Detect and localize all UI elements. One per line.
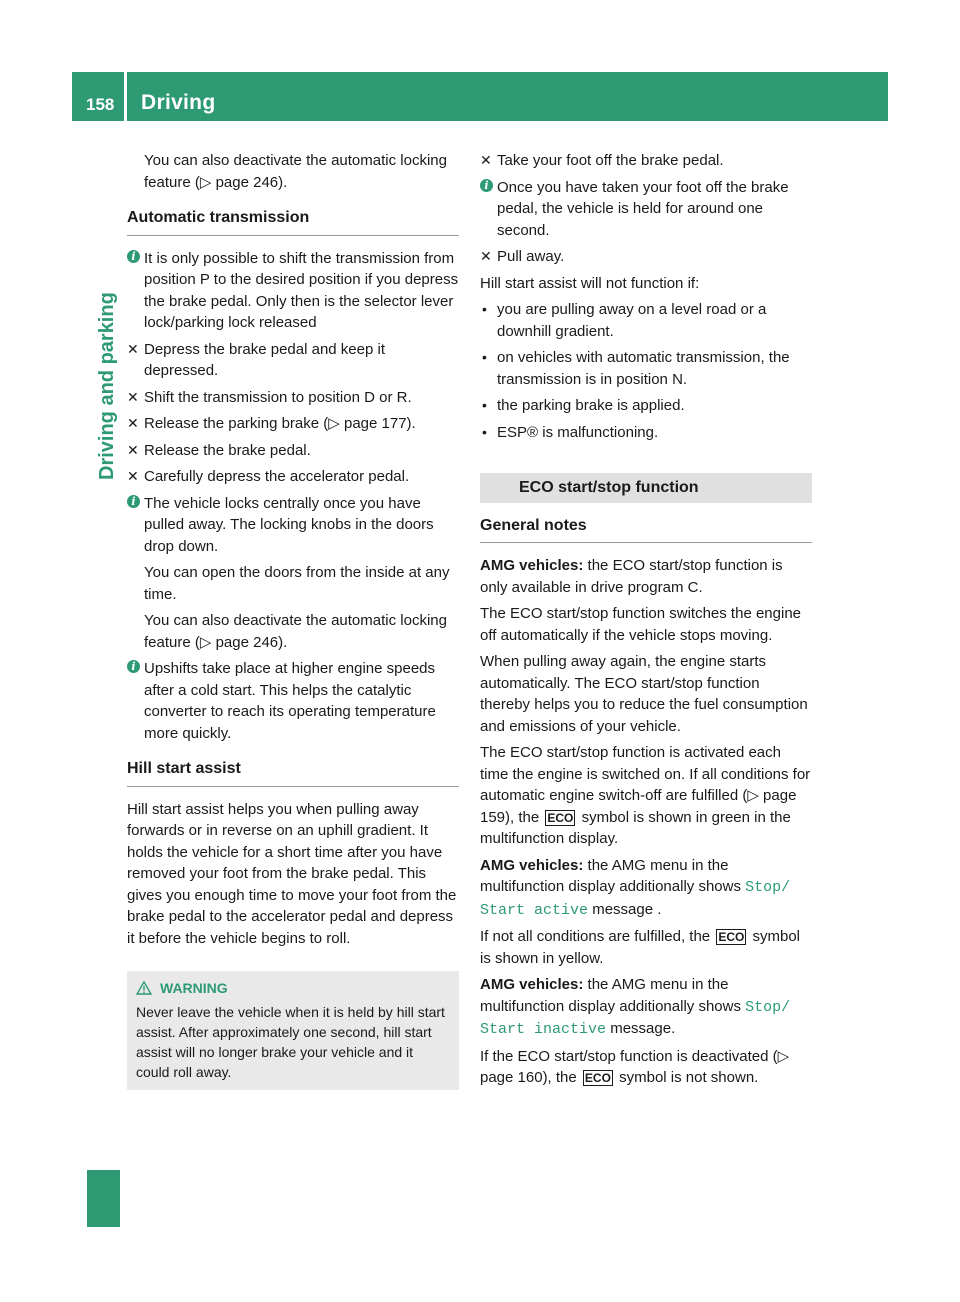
page-number: 158	[86, 95, 115, 114]
info-icon: i	[127, 250, 140, 263]
warning-icon	[136, 981, 152, 995]
arrow-icon: ✕	[480, 152, 492, 168]
eco-symbol-icon: ECO	[547, 810, 574, 825]
info-icon: i	[127, 495, 140, 508]
info-note: i The vehicle locks centrally once you have pulled away. The locking knobs in the doors drop down.	[127, 493, 459, 558]
step-item: ✕ Depress the brake pedal and keep it depressed.	[127, 340, 385, 379]
side-tab-label: Driving and parking	[96, 292, 118, 480]
paragraph: When pulling away again, the engine starts automatically. The ECO start/stop function thereby helps you to reduce the fuel consumption and emissions of your vehicle.	[480, 653, 808, 735]
side-tab-block	[87, 1170, 120, 1227]
message-start-inactive: Stop/ Start inactive	[480, 998, 791, 1038]
hill-start-text: Hill start assist helps you when pulling away forwards or in reverse on an uphill gradient. It holds the vehicle for a short time after you have removed your foot from the brake pedal. This gives you enough time to move your foot from the brake pedal to the accelerator pedal and depress it before the vehicle begins to roll.	[127, 800, 457, 947]
list-item: • ESP® is malfunctioning.	[480, 422, 812, 444]
info-note: i It is only possible to shift the transmission from position P to the desired position if you depress the brake pedal. Only then is the selector lever lock/parking lock released	[127, 248, 459, 334]
paragraph: If the ECO start/stop function is deactivated (▷ page 160), the ECO symbol is not shown.	[480, 1047, 790, 1086]
warning-title: WARNING	[160, 980, 228, 996]
arrow-icon: ✕	[127, 468, 139, 484]
step-item: ✕ Shift the transmission to position D or R.	[127, 387, 459, 409]
amg-note: AMG vehicles: the AMG menu in the multifunction display additionally shows Stop/ Start active message .	[480, 856, 791, 919]
heading-general-notes: General notes	[480, 515, 812, 544]
header-divider	[124, 72, 127, 121]
info-note: i Once you have taken your foot off the brake pedal, the vehicle is held for around one second.	[480, 177, 812, 242]
arrow-icon: ✕	[127, 441, 139, 458]
step-item: ✕ Release the parking brake (▷ page 177).	[127, 413, 459, 435]
side-tab	[94, 292, 124, 510]
heading-hill-start-assist: Hill start assist	[127, 758, 459, 787]
arrow-icon: ✕	[127, 415, 139, 431]
step-item: ✕ Release the brake pedal.	[127, 440, 459, 462]
arrow-icon: ✕	[127, 340, 139, 357]
eco-section-title: ECO start/stop function	[480, 473, 812, 503]
heading-automatic-transmission: Automatic transmission	[127, 207, 459, 236]
list-item: • the parking brake is applied.	[480, 395, 812, 417]
bullet-icon: •	[482, 349, 487, 365]
info-text: You can also deactivate the automatic locking feature (▷ page 246).	[144, 612, 447, 651]
arrow-icon: ✕	[480, 248, 492, 264]
intro-text: You can also deactivate the automatic locking feature (▷ page 246).	[144, 152, 447, 191]
step-item: ✕ Carefully depress the accelerator pedal.	[127, 466, 459, 488]
amg-note: AMG vehicles: the AMG menu in the multifunction display additionally shows Stop/ Start inactive message.	[480, 976, 791, 1038]
step-item: ✕ Take your foot off the brake pedal.	[480, 150, 812, 172]
info-note: i Upshifts take place at higher engine speeds after a cold start. This helps the catalytic converter to reach its operating temperature more quickly.	[127, 658, 459, 744]
bullet-icon: •	[482, 301, 487, 317]
paragraph: If not all conditions are fulfilled, the ECO symbol is shown in yellow.	[480, 928, 801, 967]
left-column	[127, 150, 459, 1090]
warning-box	[127, 971, 459, 1090]
bullet-icon: •	[482, 397, 487, 413]
info-icon: i	[127, 660, 140, 673]
message-start-active: Stop/ Start active	[480, 879, 791, 919]
bullet-icon: •	[482, 423, 487, 440]
list-item: • on vehicles with automatic transmission, the transmission is in position N.	[482, 349, 790, 388]
paragraph: The ECO start/stop function switches the engine off automatically if the vehicle stops moving.	[480, 605, 801, 644]
info-text: You can open the doors from the inside at any time.	[144, 564, 450, 603]
chapter-title: Driving	[141, 91, 216, 114]
step-item: ✕ Pull away.	[480, 246, 812, 268]
paragraph: The ECO start/stop function is activated each time the engine is switched on. If all conditions for automatic engine switch-off are fulfilled (▷ page 159), the ECO symbol is shown in green in the multifunction display.	[480, 744, 811, 847]
warning-text: Never leave the vehicle when it is held by hill start assist. After approximately one second, hill start assist will no longer brake your vehicle and it could roll away.	[136, 1004, 445, 1080]
list-item: • you are pulling away on a level road or a downhill gradient.	[482, 301, 767, 340]
right-column	[480, 150, 812, 1094]
arrow-icon: ✕	[127, 388, 139, 405]
eco-symbol-icon: ECO	[718, 930, 745, 944]
info-icon: i	[480, 179, 493, 192]
amg-note: AMG vehicles: the ECO start/stop function is only available in drive program C.	[480, 557, 783, 596]
not-function-text: Hill start assist will not function if:	[480, 274, 700, 292]
eco-symbol-icon: ECO	[584, 1071, 611, 1085]
